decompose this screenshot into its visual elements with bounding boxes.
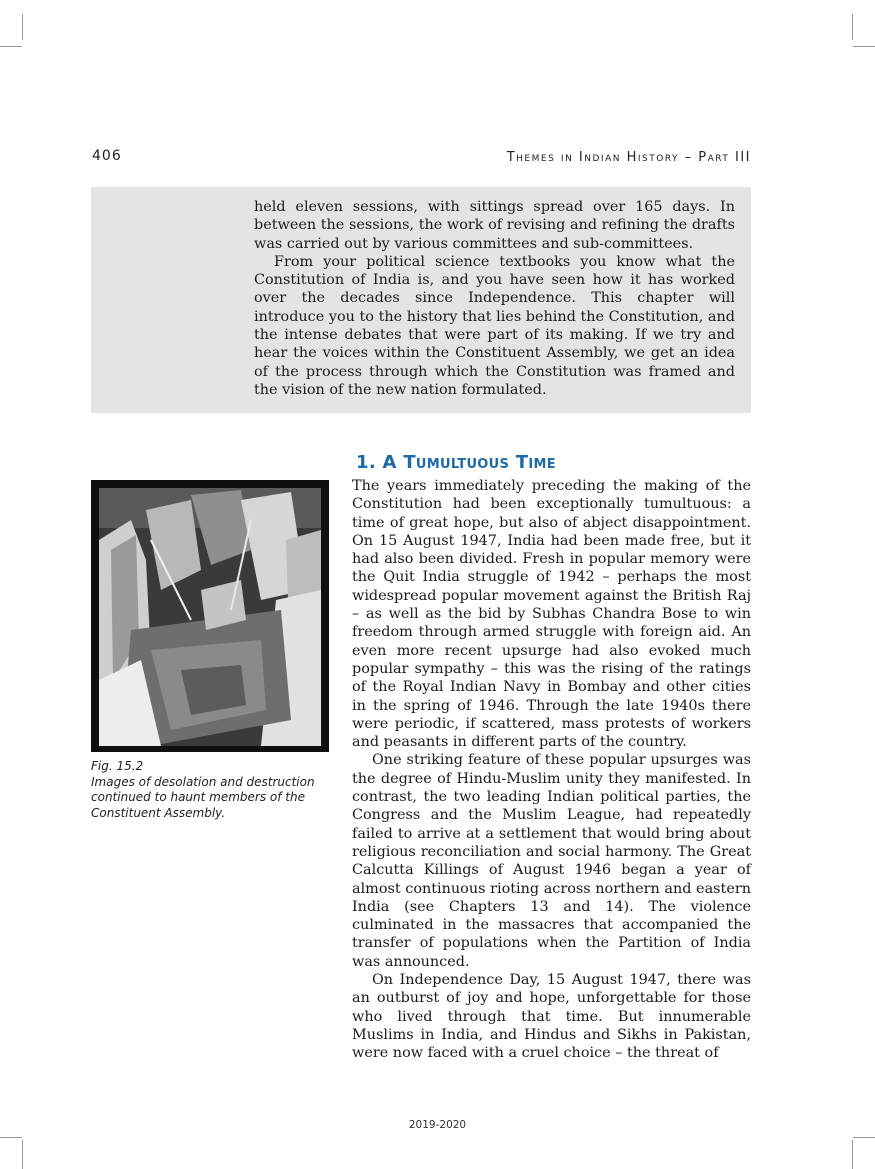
figure-label: Fig. 15.2 — [91, 759, 144, 773]
section-title: 1. A Tumultuous Time — [356, 452, 556, 473]
destruction-photo — [91, 480, 329, 752]
intro-paragraph: From your political science textbooks you know what the Constitution of India is, and you have seen how it has worked over the decades since Independence. This chapter will introduce you to the history that lies behind the Constitution, and the intense debates that were part of its making. If we try and hear the voices within the Constituent Assembly, we get an idea of the process through which the Constitution was framed and the vision of the new nation formulated. — [254, 253, 735, 398]
section-body — [352, 477, 751, 1063]
crop-mark — [853, 1137, 875, 1138]
footer-year: 2019-2020 — [408, 1119, 467, 1131]
running-head: Themes in Indian History – Part III — [506, 150, 751, 165]
figure-caption — [91, 759, 341, 821]
page-number: 406 — [92, 148, 122, 164]
intro-text — [254, 198, 735, 399]
crop-mark — [22, 1140, 23, 1169]
crop-mark — [0, 46, 22, 47]
crop-mark — [853, 46, 875, 47]
body-paragraph: One striking feature of these popular upsurges was the degree of Hindu-Muslim unity they manifested. In contrast, the two leading Indian political parties, the Congress and the Muslim League, had repeatedly failed to arrive at a settlement that would bring about religious reconciliation and social harmony. The Great Calcutta Killings of August 1946 began a year of almost continuous rioting across northern and eastern India (see Chapters 13 and 14). The violence culminated in the massacres that accompanied the transfer of populations when the Partition of India was announced. — [352, 752, 751, 970]
intro-paragraph: held eleven sessions, with sittings spread over 165 days. In between the sessions, the work of revising and refining the drafts was carried out by various committees and sub-committees. — [254, 199, 735, 252]
crop-mark — [22, 14, 23, 40]
body-paragraph: On Independence Day, 15 August 1947, there was an outburst of joy and hope, unforgettable for those who lived through that time. But innumerable Muslims in India, and Hindus and Sikhs in Pakistan, were now faced with a cruel choice – the threat of — [352, 972, 751, 1062]
crop-mark — [852, 1140, 853, 1169]
crop-mark — [852, 14, 853, 40]
crop-mark — [0, 1137, 22, 1138]
body-paragraph: The years immediately preceding the making of the Constitution had been exceptionally tumultuous: a time of great hope, but also of abject disappointment. On 15 August 1947, India had been made free, but it had also been divided. Fresh in popular memory were the Quit India struggle of 1942 – perhaps the most widespread popular movement against the British Raj – as well as the bid by Subhas Chandra Bose to win freedom through armed struggle with foreign aid. An even more recent upsurge had also evoked much popular sympathy – this was the rising of the ratings of the Royal Indian Navy in Bombay and other cities in the spring of 1946. Through the late 1940s there were periodic, if scattered, mass protests of workers and peasants in different parts of the country. — [352, 478, 751, 751]
figure-description: Images of desolation and destruction continued to haunt members of the Constituent Assembly. — [91, 774, 315, 820]
